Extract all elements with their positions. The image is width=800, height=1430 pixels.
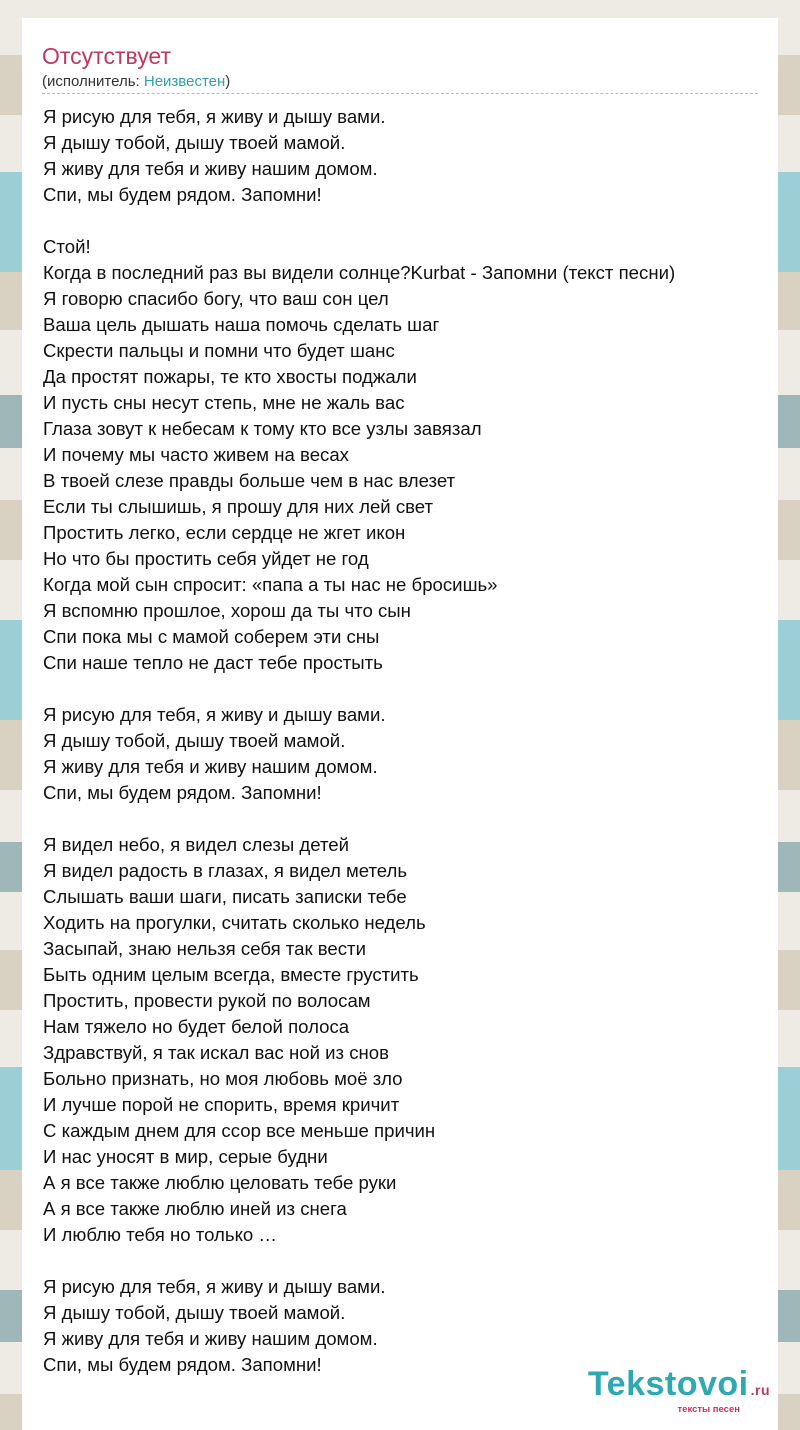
lyric-line: И лучше порой не спорить, время кричит bbox=[43, 1094, 400, 1115]
lyric-line: Я рисую для тебя, я живу и дышу вами. bbox=[43, 106, 386, 127]
logo-name: Tekstovoi bbox=[587, 1365, 749, 1403]
lyric-line: С каждым днем для ссор все меньше причин bbox=[43, 1120, 436, 1141]
lyric-line: Глаза зовут к небесам к тому кто все узлы завязал bbox=[43, 418, 482, 439]
lyric-line: Спи пока мы с мамой соберем эти сны bbox=[43, 626, 380, 647]
lyric-line: Спи, мы будем рядом. Запомни! bbox=[43, 184, 322, 205]
lyric-line: Я видел небо, я видел слезы детей bbox=[43, 834, 349, 855]
logo-tagline: тексты песен bbox=[677, 1404, 740, 1415]
lyrics-card bbox=[22, 18, 778, 1430]
lyric-line: Я живу для тебя и живу нашим домом. bbox=[43, 756, 378, 777]
lyric-line: Слышать ваши шаги, писать записки тебе bbox=[43, 886, 407, 907]
artist-suffix: ) bbox=[225, 73, 231, 90]
lyric-line: Спи, мы будем рядом. Запомни! bbox=[43, 1354, 322, 1375]
lyric-line: Простить, провести рукой по волосам bbox=[43, 990, 371, 1011]
lyric-line: И почему мы часто живем на весах bbox=[43, 444, 349, 465]
header-divider bbox=[42, 93, 758, 94]
lyric-line: И нас уносят в мир, серые будни bbox=[43, 1146, 328, 1167]
lyric-line: Простить легко, если сердце не жгет икон bbox=[43, 522, 406, 543]
stanza-break bbox=[43, 1248, 763, 1274]
artist-prefix: (исполнитель: bbox=[42, 73, 144, 90]
lyric-line: И пусть сны несут степь, мне не жаль вас bbox=[43, 392, 405, 413]
lyric-line: Здравствуй, я так искал вас ной из снов bbox=[43, 1042, 389, 1063]
lyric-line: Я дышу тобой, дышу твоей мамой. bbox=[43, 730, 346, 751]
lyric-line: Я видел радость в глазах, я видел метель bbox=[43, 860, 408, 881]
lyric-line: Быть одним целым всегда, вместе грустить bbox=[43, 964, 419, 985]
lyric-line: А я все также люблю целовать тебе руки bbox=[43, 1172, 397, 1193]
lyric-line: Ходить на прогулки, считать сколько недель bbox=[43, 912, 426, 933]
song-header bbox=[42, 42, 758, 92]
lyric-line: Стой! bbox=[43, 236, 91, 257]
lyric-line: Если ты слышишь, я прошу для них лей свет bbox=[43, 496, 434, 517]
lyric-line: Я рисую для тебя, я живу и дышу вами. bbox=[43, 704, 386, 725]
lyric-line: Скрести пальцы и помни что будет шанс bbox=[43, 340, 395, 361]
lyric-line: В твоей слезе правды больше чем в нас влезет bbox=[43, 470, 456, 491]
lyrics-text bbox=[43, 104, 763, 1378]
lyric-line: Я живу для тебя и живу нашим домом. bbox=[43, 1328, 378, 1349]
stanza-break bbox=[43, 676, 763, 702]
lyric-line: Ваша цель дышать наша помочь сделать шаг bbox=[43, 314, 440, 335]
lyric-line: Я рисую для тебя, я живу и дышу вами. bbox=[43, 1276, 386, 1297]
lyric-line: Когда мой сын спросит: «папа а ты нас не бросишь» bbox=[43, 574, 498, 595]
lyric-line: Я дышу тобой, дышу твоей мамой. bbox=[43, 132, 346, 153]
logo-wordmark bbox=[588, 1366, 770, 1408]
stanza-break bbox=[43, 208, 763, 234]
lyric-line: Но что бы простить себя уйдет не год bbox=[43, 548, 369, 569]
song-title: Отсутствует bbox=[42, 43, 171, 69]
stanza-break bbox=[43, 806, 763, 832]
lyric-line: И люблю тебя но только … bbox=[43, 1224, 278, 1245]
lyric-line: Я вспомню прошлое, хорош да ты что сын bbox=[43, 600, 411, 621]
lyric-line: Я дышу тобой, дышу твоей мамой. bbox=[43, 1302, 346, 1323]
lyric-line: Спи, мы будем рядом. Запомни! bbox=[43, 782, 322, 803]
lyric-line: А я все также люблю иней из снега bbox=[43, 1198, 347, 1219]
artist-line bbox=[42, 72, 758, 92]
lyric-line: Когда в последний раз вы видели солнце?Kurbat - Запомни (текст песни) bbox=[43, 262, 676, 283]
lyric-line: Я живу для тебя и живу нашим домом. bbox=[43, 158, 378, 179]
artist-link[interactable]: Неизвестен bbox=[143, 73, 226, 90]
lyric-line: Да простят пожары, те кто хвосты поджали bbox=[43, 366, 417, 387]
lyric-line: Нам тяжело но будет белой полоса bbox=[43, 1016, 350, 1037]
lyric-line: Спи наше тепло не даст тебе простыть bbox=[43, 652, 383, 673]
lyric-line: Больно признать, но моя любовь моё зло bbox=[43, 1068, 403, 1089]
lyric-line: Я говорю спасибо богу, что ваш сон цел bbox=[43, 288, 389, 309]
lyric-line: Засыпай, знаю нельзя себя так вести bbox=[43, 938, 366, 959]
site-logo[interactable] bbox=[588, 1366, 770, 1415]
logo-domain: .ru bbox=[750, 1382, 770, 1398]
